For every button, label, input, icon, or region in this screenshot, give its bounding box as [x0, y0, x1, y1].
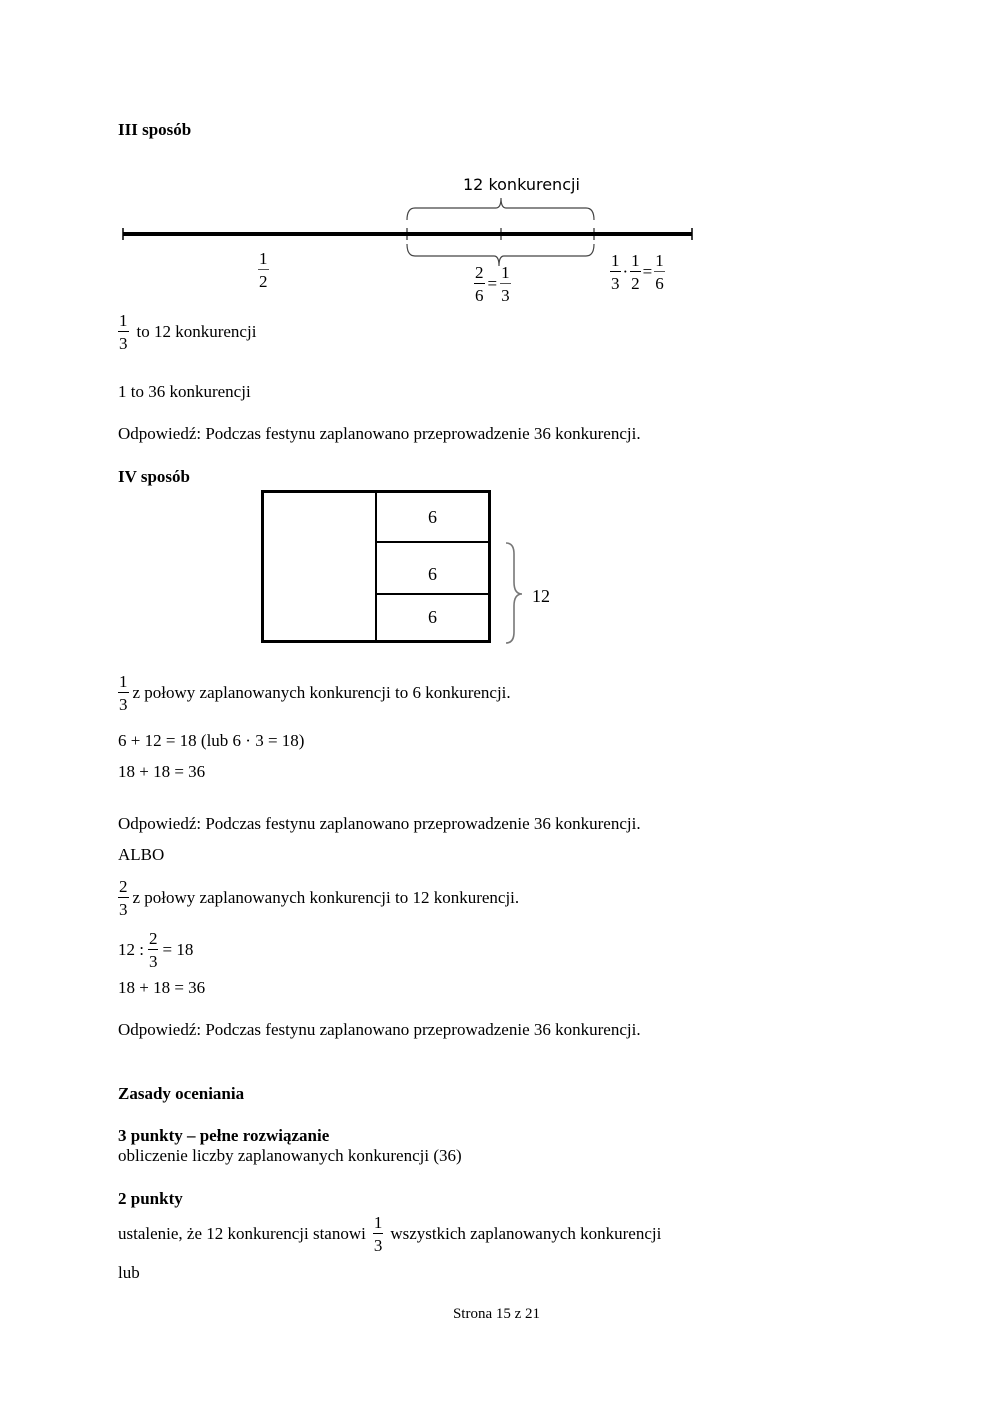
- iii-line2: 1 to 36 konkurencji: [118, 382, 251, 401]
- iii-answer: Odpowiedź: Podczas festynu zaplanowano przeprowadzenie 36 konkurencji.: [118, 424, 641, 443]
- page-footer: Strona 15 z 21: [452, 1306, 541, 1322]
- scoring-heading: Zasady oceniania: [118, 1084, 245, 1103]
- section-heading-iii: III sposób: [118, 120, 192, 139]
- iv-alt-line3: 18 + 18 = 36: [118, 978, 206, 997]
- box-outline: [261, 490, 491, 643]
- scoring-or: lub: [118, 1263, 140, 1282]
- right-brace: [502, 540, 526, 646]
- iv-alt-line1: $\frac{2}{3}$ z połowy zaplanowanych konkurencji to 12 konkurencji.: [119, 877, 520, 919]
- iii-line1: $\frac{1}{3}$ to 12 konkurencji: [119, 311, 257, 353]
- box-cell-2: 6: [428, 563, 437, 584]
- albo: ALBO: [118, 845, 165, 864]
- iv-line2: 6 + 12 = 18 (lub 6 · 3 = 18): [118, 731, 305, 750]
- iv-line1: $\frac{1}{3}$ z połowy zaplanowanych konkurencji to 6 konkurencji.: [119, 672, 511, 714]
- iv-answer2: Odpowiedź: Podczas festynu zaplanowano przeprowadzenie 36 konkurencji.: [118, 1020, 641, 1039]
- left-fraction: $\frac{1}{2}$: [259, 249, 268, 291]
- brace-label-12: 12: [532, 586, 550, 606]
- section-heading-iv: IV sposób: [118, 467, 190, 486]
- brace-label: 12 konkurencji: [463, 175, 580, 194]
- scoring-2pt-heading: 2 punkty: [118, 1189, 183, 1208]
- iv-line3: 18 + 18 = 36: [118, 762, 206, 781]
- scoring-3pt-heading: 3 punkty – pełne rozwiązanie: [118, 1126, 330, 1145]
- scoring-2pt-text: ustalenie, że 12 konkurencji stanowi $\frac{1}{3}$ wszystkich zaplanowanych konkurencji: [118, 1213, 662, 1255]
- scoring-3pt-text: obliczenie liczby zaplanowanych konkurencji (36): [118, 1146, 462, 1165]
- box-cell-3: 6: [428, 607, 437, 627]
- middle-fraction: $\frac{2}{6}$ = $\frac{1}{3}$: [475, 263, 510, 305]
- iv-alt-division: 12 : $\frac{2}{3}$ = 18: [118, 929, 194, 971]
- iv-answer1: Odpowiedź: Podczas festynu zaplanowano przeprowadzenie 36 konkurencji.: [118, 814, 641, 833]
- box-cell-1: 6: [428, 506, 437, 527]
- right-fraction: $\frac{1}{3}$ · $\frac{1}{2}$ = $\frac{1}{6}$: [611, 251, 664, 293]
